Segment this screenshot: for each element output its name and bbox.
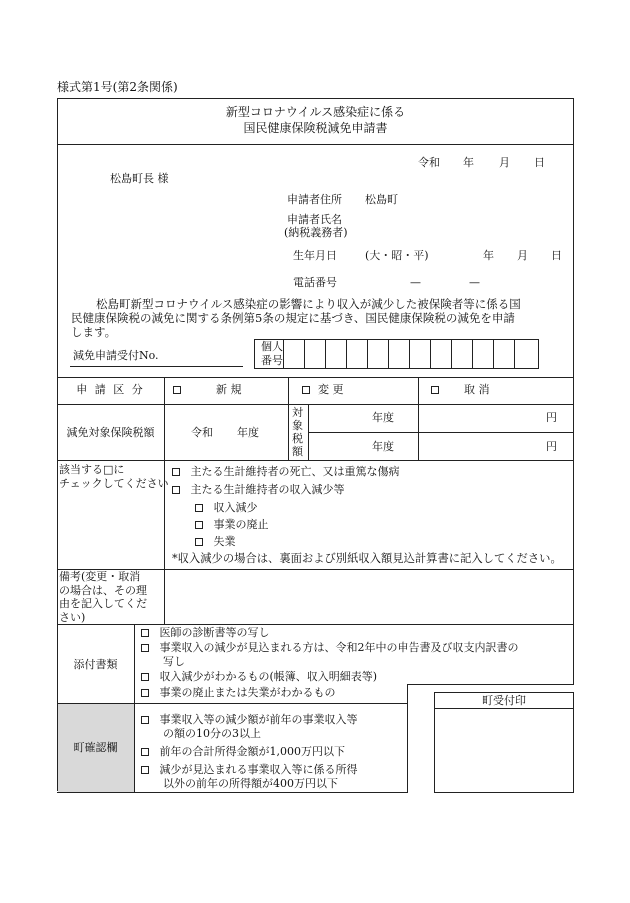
option-cancel[interactable] bbox=[431, 383, 490, 397]
tax-row2-year: 年度 bbox=[372, 440, 394, 453]
individual-number-cell[interactable] bbox=[305, 340, 324, 368]
attachments-label: 添付書類 bbox=[73, 658, 118, 671]
statement-line2: 民健康保険税の減免に関する条例第5条の規定に基づき、国民健康保険税の減免を申請 bbox=[71, 311, 515, 325]
phone-separator-2: — bbox=[469, 276, 480, 289]
individual-number-cell[interactable] bbox=[389, 340, 408, 368]
row-divider bbox=[57, 404, 574, 405]
birth-month: 月 bbox=[517, 249, 528, 262]
check-sub-unemployed[interactable] bbox=[195, 535, 236, 549]
option-new[interactable] bbox=[173, 383, 242, 397]
town-confirm-item[interactable] bbox=[141, 763, 358, 777]
date-month: 月 bbox=[499, 156, 510, 169]
amount-label-char: 額 bbox=[292, 445, 303, 458]
date-day: 日 bbox=[534, 156, 545, 169]
checkbox[interactable] bbox=[195, 504, 203, 512]
attachment-item[interactable] bbox=[141, 626, 270, 640]
birth-date-label: 生年月日 bbox=[293, 249, 337, 262]
attachment-label: 事業収入の減少が見込まれる方は、令和2年中の申告書及び収支内訳書の bbox=[159, 641, 519, 654]
date-year: 年 bbox=[463, 156, 474, 169]
individual-number-label1: 個人 bbox=[261, 340, 283, 353]
remarks-label bbox=[59, 570, 147, 624]
check-item-income[interactable] bbox=[172, 483, 345, 497]
remarks-label-line: 由を記入してくだ bbox=[59, 597, 147, 610]
option-change[interactable] bbox=[302, 383, 344, 397]
checkbox-cancel[interactable] bbox=[431, 386, 439, 394]
check-label-line2: チェックしてください bbox=[59, 477, 169, 490]
remarks-label-line: の場合は、その理 bbox=[59, 583, 147, 597]
attachment-label-continued: 写し bbox=[163, 655, 185, 668]
individual-number-cell[interactable] bbox=[368, 340, 387, 368]
attachment-label: 医師の診断書等の写し bbox=[159, 626, 270, 639]
individual-number-cell[interactable] bbox=[515, 340, 534, 368]
amount-label-char: 税 bbox=[292, 432, 303, 445]
birth-era: (大・昭・平) bbox=[365, 249, 429, 262]
applicant-name-label: 申請者氏名 bbox=[287, 213, 342, 226]
checkbox[interactable] bbox=[141, 644, 149, 652]
col-divider bbox=[407, 684, 408, 793]
checkbox[interactable] bbox=[195, 521, 203, 529]
checkbox-new[interactable] bbox=[173, 386, 181, 394]
row-divider bbox=[308, 432, 574, 433]
birth-day: 日 bbox=[551, 249, 562, 262]
town-confirm-label: 町確認欄 bbox=[73, 741, 118, 754]
birth-year: 年 bbox=[483, 249, 494, 262]
option-new-label: 新 規 bbox=[216, 383, 242, 396]
checkbox[interactable] bbox=[141, 673, 149, 681]
town-confirm-item-continued: 以外の前年の所得額が400万円以下 bbox=[163, 777, 338, 790]
individual-number-cell[interactable] bbox=[473, 340, 492, 368]
phone-separator-1: — bbox=[410, 276, 421, 289]
tax-year-suffix: 年度 bbox=[237, 426, 259, 439]
form-title-line1: 新型コロナウイルス感染症に係る bbox=[225, 105, 406, 119]
remarks-label-line: さい) bbox=[59, 610, 86, 624]
individual-number-cell[interactable] bbox=[347, 340, 366, 368]
receipt-no-label: 減免申請受付No. bbox=[73, 349, 159, 362]
applicant-address-label: 申請者住所 bbox=[287, 193, 342, 206]
town-confirm-item-label: 前年の合計所得金額が1,000万円以下 bbox=[159, 745, 345, 758]
phone-label: 電話番号 bbox=[293, 276, 337, 289]
attachment-item[interactable] bbox=[141, 641, 519, 655]
individual-number-cell[interactable] bbox=[431, 340, 450, 368]
title-divider bbox=[57, 144, 574, 145]
individual-number-cell[interactable] bbox=[452, 340, 471, 368]
receipt-no-underline bbox=[70, 366, 243, 367]
town-confirm-item[interactable] bbox=[141, 745, 345, 759]
check-sub-label: 事業の廃止 bbox=[213, 518, 269, 531]
checkbox[interactable] bbox=[141, 629, 149, 637]
check-sub-label: 失業 bbox=[213, 535, 236, 548]
individual-number-cell[interactable] bbox=[410, 340, 429, 368]
attachment-label: 事業の廃止または失業がわかるもの bbox=[159, 686, 336, 699]
row-divider bbox=[57, 377, 574, 378]
col-divider bbox=[164, 569, 165, 624]
check-item-label: 主たる生計維持者の収入減少等 bbox=[190, 483, 345, 496]
attachment-label: 収入減少がわかるもの(帳簿、収入明細表等) bbox=[159, 670, 378, 683]
individual-number-cell[interactable] bbox=[284, 340, 303, 368]
tax-row1-unit: 円 bbox=[546, 411, 557, 424]
checkbox[interactable] bbox=[172, 486, 180, 494]
town-confirm-item[interactable] bbox=[141, 713, 358, 727]
tax-target-label: 減免対象保険税額 bbox=[66, 426, 155, 439]
col-divider bbox=[134, 703, 135, 792]
checkbox-change[interactable] bbox=[302, 386, 310, 394]
row-divider bbox=[407, 684, 574, 685]
applicant-name-sub-label: (納税義務者) bbox=[284, 226, 348, 239]
col-divider bbox=[288, 377, 289, 404]
option-change-label: 変 更 bbox=[318, 383, 344, 396]
check-label-line1: 該当する□に bbox=[59, 463, 125, 476]
check-sub-business-closed[interactable] bbox=[195, 518, 269, 532]
date-era: 令和 bbox=[418, 156, 440, 169]
remarks-input[interactable] bbox=[166, 571, 571, 622]
check-note: *収入減少の場合は、裏面および別紙収入額見込計算書に記入してください。 bbox=[172, 552, 562, 565]
individual-number-cell[interactable] bbox=[326, 340, 345, 368]
reception-stamp-label: 町受付印 bbox=[482, 694, 526, 707]
tax-row2-unit: 円 bbox=[546, 440, 557, 453]
option-cancel-label: 取 消 bbox=[464, 383, 490, 396]
town-confirm-item-label: 減少が見込まれる事業収入等に係る所得 bbox=[159, 763, 358, 776]
check-sub-label: 収入減少 bbox=[213, 501, 258, 514]
check-item-label: 主たる生計維持者の死亡、又は重篤な傷病 bbox=[190, 465, 400, 478]
col-divider bbox=[418, 404, 419, 460]
checkbox[interactable] bbox=[141, 716, 149, 724]
form-number: 様式第1号(第2条関係) bbox=[57, 80, 178, 94]
amount-label bbox=[292, 406, 303, 458]
town-confirm-item-continued: の額の10分の3以上 bbox=[163, 727, 261, 740]
form-title-line2: 国民健康保険税減免申請書 bbox=[243, 121, 388, 135]
col-divider bbox=[288, 404, 289, 460]
individual-number-label2: 番号 bbox=[261, 354, 283, 367]
remarks-label-line: 備考(変更・取消 bbox=[59, 570, 141, 583]
checkbox[interactable] bbox=[172, 468, 180, 476]
amount-label-char: 対 bbox=[292, 406, 303, 419]
checkbox[interactable] bbox=[195, 538, 203, 546]
row-divider bbox=[57, 792, 408, 793]
checkbox[interactable] bbox=[141, 748, 149, 756]
statement-line1: 松島町新型コロナウイルス感染症の影響により収入が減少した被保険者等に係る国 bbox=[96, 297, 521, 311]
col-divider bbox=[418, 377, 419, 404]
row-divider bbox=[57, 460, 574, 461]
tax-era: 令和 bbox=[191, 426, 213, 439]
checkbox[interactable] bbox=[141, 766, 149, 774]
application-type-label: 申 請 区 分 bbox=[76, 383, 145, 396]
check-item-death[interactable] bbox=[172, 465, 400, 479]
attachment-item[interactable] bbox=[141, 670, 377, 684]
individual-number-cell[interactable] bbox=[494, 340, 513, 368]
attachment-item[interactable] bbox=[141, 686, 336, 700]
amount-label-char: 象 bbox=[292, 419, 303, 432]
checkbox[interactable] bbox=[141, 689, 149, 697]
applicant-address-value[interactable]: 松島町 bbox=[365, 193, 398, 206]
check-sub-income-decrease[interactable] bbox=[195, 501, 258, 515]
statement-line3: します。 bbox=[71, 325, 117, 339]
tax-row1-year: 年度 bbox=[372, 411, 394, 424]
addressee: 松島町長 様 bbox=[110, 172, 169, 185]
row-divider bbox=[434, 708, 574, 709]
town-confirm-item-label: 事業収入等の減少額が前年の事業収入等 bbox=[159, 713, 358, 726]
